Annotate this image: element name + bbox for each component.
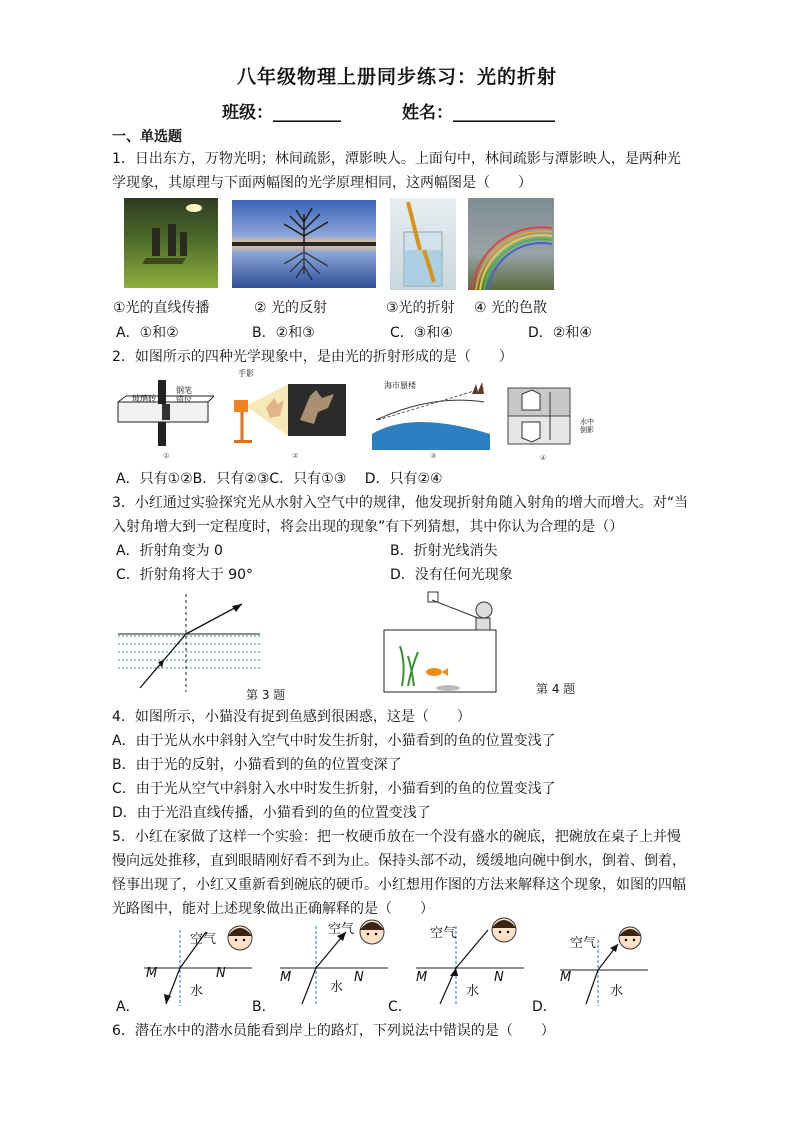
q3-stem-line1: 3．小红通过实验探究光从水射入空气中的规律，他发现折射角随入射角的增大而增大。对“当 [112, 495, 689, 511]
fig-num-4: ④ [540, 454, 547, 462]
diagram-d-water: 水 [610, 984, 624, 999]
diagram-b-m: M [280, 970, 292, 985]
q1-option-a[interactable]: A．①和② [116, 325, 179, 341]
photo-shadow-on-grass [124, 198, 218, 288]
q5-option-c[interactable]: C． [388, 999, 412, 1015]
q2-options[interactable]: A．只有①②B．只有②③C．只有①③ D．只有②④ [116, 471, 443, 487]
diagram-b-air: 空气 [328, 922, 355, 937]
fig-num-1: ① [163, 452, 170, 460]
fig4-caption: 第 4 题 [536, 682, 576, 696]
diagram-c-n: N [494, 970, 504, 985]
q1-option-c[interactable]: C．③和④ [390, 325, 453, 341]
q5-stem-line4: 光路图中，能对上述现象做出正确解释的是（ ） [112, 901, 434, 917]
diagram-a-n: N [216, 966, 226, 981]
caption-3: ③光的折射 [386, 300, 455, 316]
q3-option-c[interactable]: C．折射角将大于 90° [116, 567, 254, 583]
q4-option-d[interactable]: D．由于光沿直线传播，小猫看到的鱼的位置变浅了 [112, 805, 431, 821]
diagram-d-air: 空气 [570, 936, 597, 951]
q6-stem: 6．潜在水中的潜水员能看到岸上的路灯，下列说法中错误的是（ ） [112, 1023, 555, 1039]
pencil-glass-icon [390, 198, 456, 290]
photo-tree-reflection [232, 200, 376, 288]
q1-option-d[interactable]: D．②和④ [528, 325, 592, 341]
q2-stem: 2．如图所示的四种光学现象中，是由光的折射形成的是（ ） [112, 349, 513, 365]
q1-stem-line2: 学现象，其原理与下面两幅图的光学原理相同，这两幅图是（ ） [112, 175, 532, 191]
diagram-b-water: 水 [330, 980, 344, 995]
q3-option-d[interactable]: D．没有任何光现象 [390, 567, 513, 583]
q5-stem-line3: 怪事出现了，小红又重新看到碗底的硬币。小红想用作图的方法来解释这个现象，如图的四幅 [112, 877, 686, 893]
q4-stem: 4．如图所示，小猫没有捉到鱼感到很困惑，这是（ ） [112, 709, 471, 725]
diagram-a-m: M [146, 966, 158, 981]
diagram-b-n: N [354, 970, 364, 985]
figure-mirage [372, 380, 490, 460]
label-glass-block: 玻璃砖 [132, 394, 156, 403]
fig-num-3: ③ [430, 452, 437, 460]
diagram-d-m: M [560, 970, 572, 985]
rainbow-icon [468, 198, 554, 290]
q5-option-a[interactable]: A． [116, 999, 140, 1015]
label-water-reflection: 水中 倒影 [580, 418, 594, 434]
caption-2: ② 光的反射 [254, 300, 328, 316]
photo-rainbow [468, 198, 554, 290]
q5-stem-line1: 5．小红在家做了这样一个实验：把一枚硬币放在一个没有盛水的碗底，把碗放在桌子上并慢 [112, 829, 681, 845]
figure-hand-shadow [230, 368, 348, 462]
q3-stem-line2: 入射角增大到一定程度时，将会出现的现象”有下列猜想，其中你认为合理的是（） [112, 519, 624, 535]
q5-stem-line2: 慢向远处推移，直到眼睛刚好看不到为止。保持头部不动，缓缓地向碗中倒水，倒着、倒着， [112, 853, 686, 869]
section-heading: 一、单选题 [112, 129, 182, 145]
photo-pencil-in-glass [390, 198, 456, 290]
q5-option-b[interactable]: B． [252, 999, 276, 1015]
diagram-a-water: 水 [190, 984, 204, 999]
figure-q3-refraction [114, 590, 260, 694]
fig3-caption: 第 3 题 [246, 688, 286, 702]
q4-option-a[interactable]: A．由于光从水中斜射入空气中时发生折射，小猫看到的鱼的位置变浅了 [112, 733, 556, 749]
name-field-label: 姓名：____________ [402, 103, 555, 123]
class-field-label: 班级：________ [222, 103, 341, 123]
figure-q4-cat-fish [382, 590, 498, 694]
diagram-c-m: M [416, 970, 428, 985]
figure-glass-block-pen [114, 376, 214, 462]
q1-option-b[interactable]: B．②和③ [252, 325, 315, 341]
page-title: 八年级物理上册同步练习：光的折射 [236, 66, 557, 88]
q4-option-c[interactable]: C．由于光从空气中斜射入水中时发生折射，小猫看到的鱼的位置变浅了 [112, 781, 556, 797]
q5-option-d[interactable]: D． [532, 999, 557, 1015]
q1-stem-line1: 1．日出东方，万物光明；林间疏影，潭影映人。上面句中，林间疏影与潭影映人，是两种光 [112, 151, 681, 167]
q3-option-b[interactable]: B．折射光线消失 [390, 543, 498, 559]
diagram-c-air: 空气 [430, 926, 457, 941]
q3-option-a[interactable]: A．折射角变为 0 [116, 543, 223, 559]
caption-4: ④ 光的色散 [474, 300, 548, 316]
label-mirage: 海市蜃楼 [384, 381, 416, 390]
diagram-a-air: 空气 [190, 932, 217, 947]
diagram-c-water: 水 [466, 984, 480, 999]
label-hand-shadow: 手影 [238, 369, 254, 378]
label-pen-offset: 钢笔 错位 [176, 386, 192, 404]
caption-1: ①光的直线传播 [113, 300, 210, 316]
fig-num-2: ② [292, 452, 299, 460]
figure-water-reflection [506, 378, 576, 464]
tree-reflection-icon [232, 200, 376, 288]
q4-option-b[interactable]: B．由于光的反射，小猫看到的鱼的位置变深了 [112, 757, 402, 773]
